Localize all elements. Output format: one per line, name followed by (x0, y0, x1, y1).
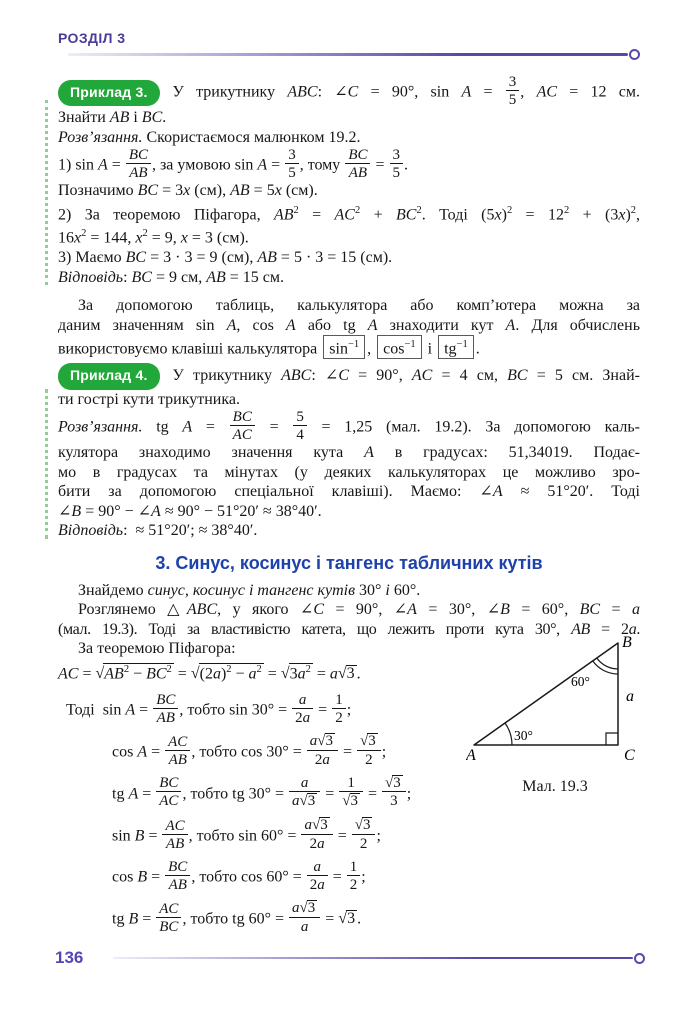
text-line: tg A = $\frac{BC}{AC}$ , тобто tg 30° = $\frac{a}{a√3}$ = $\frac{1}{√3}$ = $\frac{√3}{3}$ ; (112, 774, 412, 810)
fraction: $\frac{1}{2}$ (347, 859, 361, 893)
page-header (58, 30, 640, 60)
text-line: використовуємо клавіші калькулятора $\sin^{-1}$ , $\cos^{-1} і$ $tg^{-1}$ . (58, 335, 640, 359)
text-line: Знайти AB і BC. (58, 109, 167, 126)
sqrt: √3 (342, 793, 359, 810)
sqrt: $√3a^2$ (280, 663, 311, 683)
header-rule (68, 53, 628, 56)
text-line: 3) Маємо BC = 3 · 3 = 9 (см), AB = 5 · 3 = 15 (см). (58, 249, 393, 267)
sqrt: √3 (317, 732, 333, 749)
calculator-key: $tg^{-1}$ (438, 335, 474, 359)
fraction: $\frac{BC}{AB}$ (345, 147, 370, 181)
triangle-figure (466, 633, 644, 796)
fraction: $\frac{a√3}{a}$ (289, 900, 320, 935)
fraction: $\frac{a√3}{2a}$ (307, 733, 338, 768)
section-heading: 3. Синус, косинус і тангенс табличних кутів (155, 552, 543, 573)
fraction: $\frac{BC}{AB}$ (165, 859, 190, 893)
paragraph (58, 296, 640, 359)
fraction: $\frac{AC}{AB}$ (165, 734, 190, 768)
fraction: $\frac{BC}{AB}$ (153, 692, 178, 726)
example-block (58, 363, 640, 541)
vertex-a-label: A (466, 746, 476, 764)
text-line: ти гострі кути трикутника. (58, 390, 240, 408)
text-line: (мал. 19.3). Тоді за властивістю катета, що лежить проти кута 30°, AB = 2a. (58, 620, 641, 638)
calculator-key: $\sin^{-1}$ (323, 335, 365, 359)
text-line: За теоремою Піфагора: (78, 640, 236, 658)
text-line: кулятора знаходимо значення кута A в градусах: 51,34019. Подає- (58, 444, 641, 462)
text-line: cos B = $\frac{BC}{AB}$ , тобто cos 60° = $\frac{a}{2a}$ = $\frac{1}{2}$ ; (112, 858, 366, 893)
sqrt: √3 (354, 817, 371, 834)
fraction: $\frac{AC}{BC}$ (156, 901, 181, 935)
fraction: $\frac{a}{a√3}$ (289, 775, 320, 810)
angle-b-value: 60° (571, 673, 590, 689)
text-line: ∠B = 90° − ∠A ≈ 90° − 51°20′ ≈ 38°40′. (58, 502, 322, 520)
text-line: Приклад 3. У трикутнику ABC: ∠C = 90°, sin A = $\frac{3}{5}$ , AC = 12 см. (58, 74, 640, 108)
fraction: $\frac{3}{5}$ (285, 147, 299, 181)
text-line: Тоді sin A = $\frac{BC}{AB}$ , тобто sin 30° = $\frac{a}{2a}$ = $\frac{1}{2}$ ; (66, 691, 352, 726)
page-number: 136 (55, 948, 84, 967)
fraction: $\frac{BC}{AC}$ (230, 409, 255, 443)
example-badge: Приклад 3. (58, 80, 160, 107)
text-line: Розглянемо △ABC, у якого ∠C = 90°, ∠A = 30°, ∠B = 60°, BC = a (78, 601, 641, 619)
text-line: Приклад 4. У трикутнику ABC: ∠C = 90°, AC = 4 см, BC = 5 см. Знай- (58, 363, 640, 390)
text-line: даним значенням sin A, cos A або tg A знаходити кут A. Для обчислень (58, 316, 640, 334)
fraction: $\frac{√3}{3}$ (382, 775, 406, 810)
footer-rule-dot (634, 953, 645, 964)
right-angle-mark (606, 733, 618, 745)
fraction: $\frac{BC}{AC}$ (156, 775, 181, 809)
text-line: За допомогою таблиць, калькулятора або комп’ютера можна за (78, 297, 640, 315)
angle-a-value: 30° (514, 727, 533, 743)
header-rule-row (68, 49, 640, 60)
triangle-svg (466, 633, 644, 765)
angle-b-arc-outer (593, 661, 618, 674)
sqrt: $√AB^2 - BC^2$ (95, 663, 172, 683)
example-badge: Приклад 4. (58, 363, 160, 390)
page-footer (55, 948, 645, 968)
text-line: Позначимо BC = 3x (см), AB = 5x (см). (58, 182, 318, 199)
vertex-b-label: B (622, 633, 632, 651)
text-line: AC = $√AB^2 - BC^2 = √(2a)^2 - a^2 = √3a^2 = a√3$ . (58, 663, 361, 683)
fraction: $\frac{a}{2a}$ (307, 859, 328, 893)
angle-b-arc-inner (597, 658, 618, 669)
sqrt: $√(2a)^2 - a^2$ (190, 663, 262, 683)
text-line: Знайдемо синус, косинус і тангенс кутів 30° і 60°. (78, 581, 421, 599)
fraction: $\frac{√3}{2}$ (352, 817, 376, 852)
footer-rule (113, 957, 633, 960)
fraction: $\frac{a√3}{2a}$ (301, 817, 332, 852)
sqrt: √3 (311, 817, 328, 834)
example-block (58, 74, 640, 287)
sqrt: √3 (338, 910, 356, 928)
text-line: Розв’язання. Скористаємося малюнком 19.2. (58, 128, 361, 146)
fraction: $\frac{1}{√3}$ (339, 775, 363, 810)
text-line: tg B = $\frac{AC}{BC}$ , тобто tg 60° = $\frac{a√3}{a}$ = √3 . (112, 899, 362, 935)
text-line: мо в градусах та мінутах (у деяких калькуляторах це можливо зро- (58, 463, 640, 481)
fraction: $\frac{5}{4}$ (293, 409, 307, 443)
fraction: $\frac{a}{2a}$ (292, 692, 313, 726)
sqrt: √3 (299, 899, 316, 916)
text-line: Відповідь: BC = 9 см, AB = 15 см. (58, 268, 285, 286)
text-line: 2) За теоремою Піфагора, $AB^2 = AC^2 + BC^2$. Тоді $(5x)^2 = 12^2 + (3x)^2$, (58, 204, 641, 223)
side-a-label: a (626, 687, 634, 705)
text-line: cos A = $\frac{AC}{AB}$ , тобто cos 30° = $\frac{a√3}{2a}$ = $\frac{√3}{2}$ ; (112, 732, 387, 768)
sqrt: √3 (299, 793, 316, 810)
text-line: бити за допомогою спеціальної клавіші). Маємо: ∠A ≈ 51°20′. Тоді (58, 483, 641, 501)
fraction: $\frac{AC}{AB}$ (162, 818, 187, 852)
fraction: $\frac{3}{5}$ (390, 147, 404, 181)
fraction: $\frac{√3}{2}$ (357, 733, 381, 768)
text-line: sin B = $\frac{AC}{AB}$ , тобто sin 60° = $\frac{a√3}{2a}$ = $\frac{√3}{2}$ ; (112, 817, 381, 852)
chapter-title: РОЗДІЛ 3 (58, 30, 126, 46)
sqrt: √3 (360, 732, 376, 749)
sqrt: √3 (337, 665, 355, 683)
text-line: Розв’язання. tg A = $\frac{BC}{AC}$ = $\frac{5}{4}$ = 1,25 (мал. 19.2). За допомогою каль- (58, 409, 640, 444)
angle-a-arc (505, 723, 512, 745)
figure-caption: Мал. 19.3 (522, 777, 588, 795)
calculator-key: $\cos^{-1}$ (377, 335, 422, 359)
text-line: Відповідь: ≈ 51°20′; ≈ 38°40′. (58, 522, 258, 540)
vertex-c-label: C (624, 746, 635, 764)
sqrt: √3 (385, 774, 401, 791)
header-rule-dot (629, 49, 640, 60)
fraction: $\frac{1}{2}$ (332, 692, 346, 726)
text-line: $16x^2 = 144$, $x^2 = 9$, x = 3 (см). (58, 228, 249, 247)
fraction: $\frac{3}{5}$ (506, 74, 520, 108)
page-content (58, 74, 640, 659)
text-line: 1) sin A = $\frac{BC}{AB}$ , за умовою sin A = $\frac{3}{5}$ , тому $\frac{BC}{AB}$ = $\frac{3}{5}$ . (58, 147, 409, 181)
fraction: $\frac{BC}{AB}$ (126, 147, 151, 181)
